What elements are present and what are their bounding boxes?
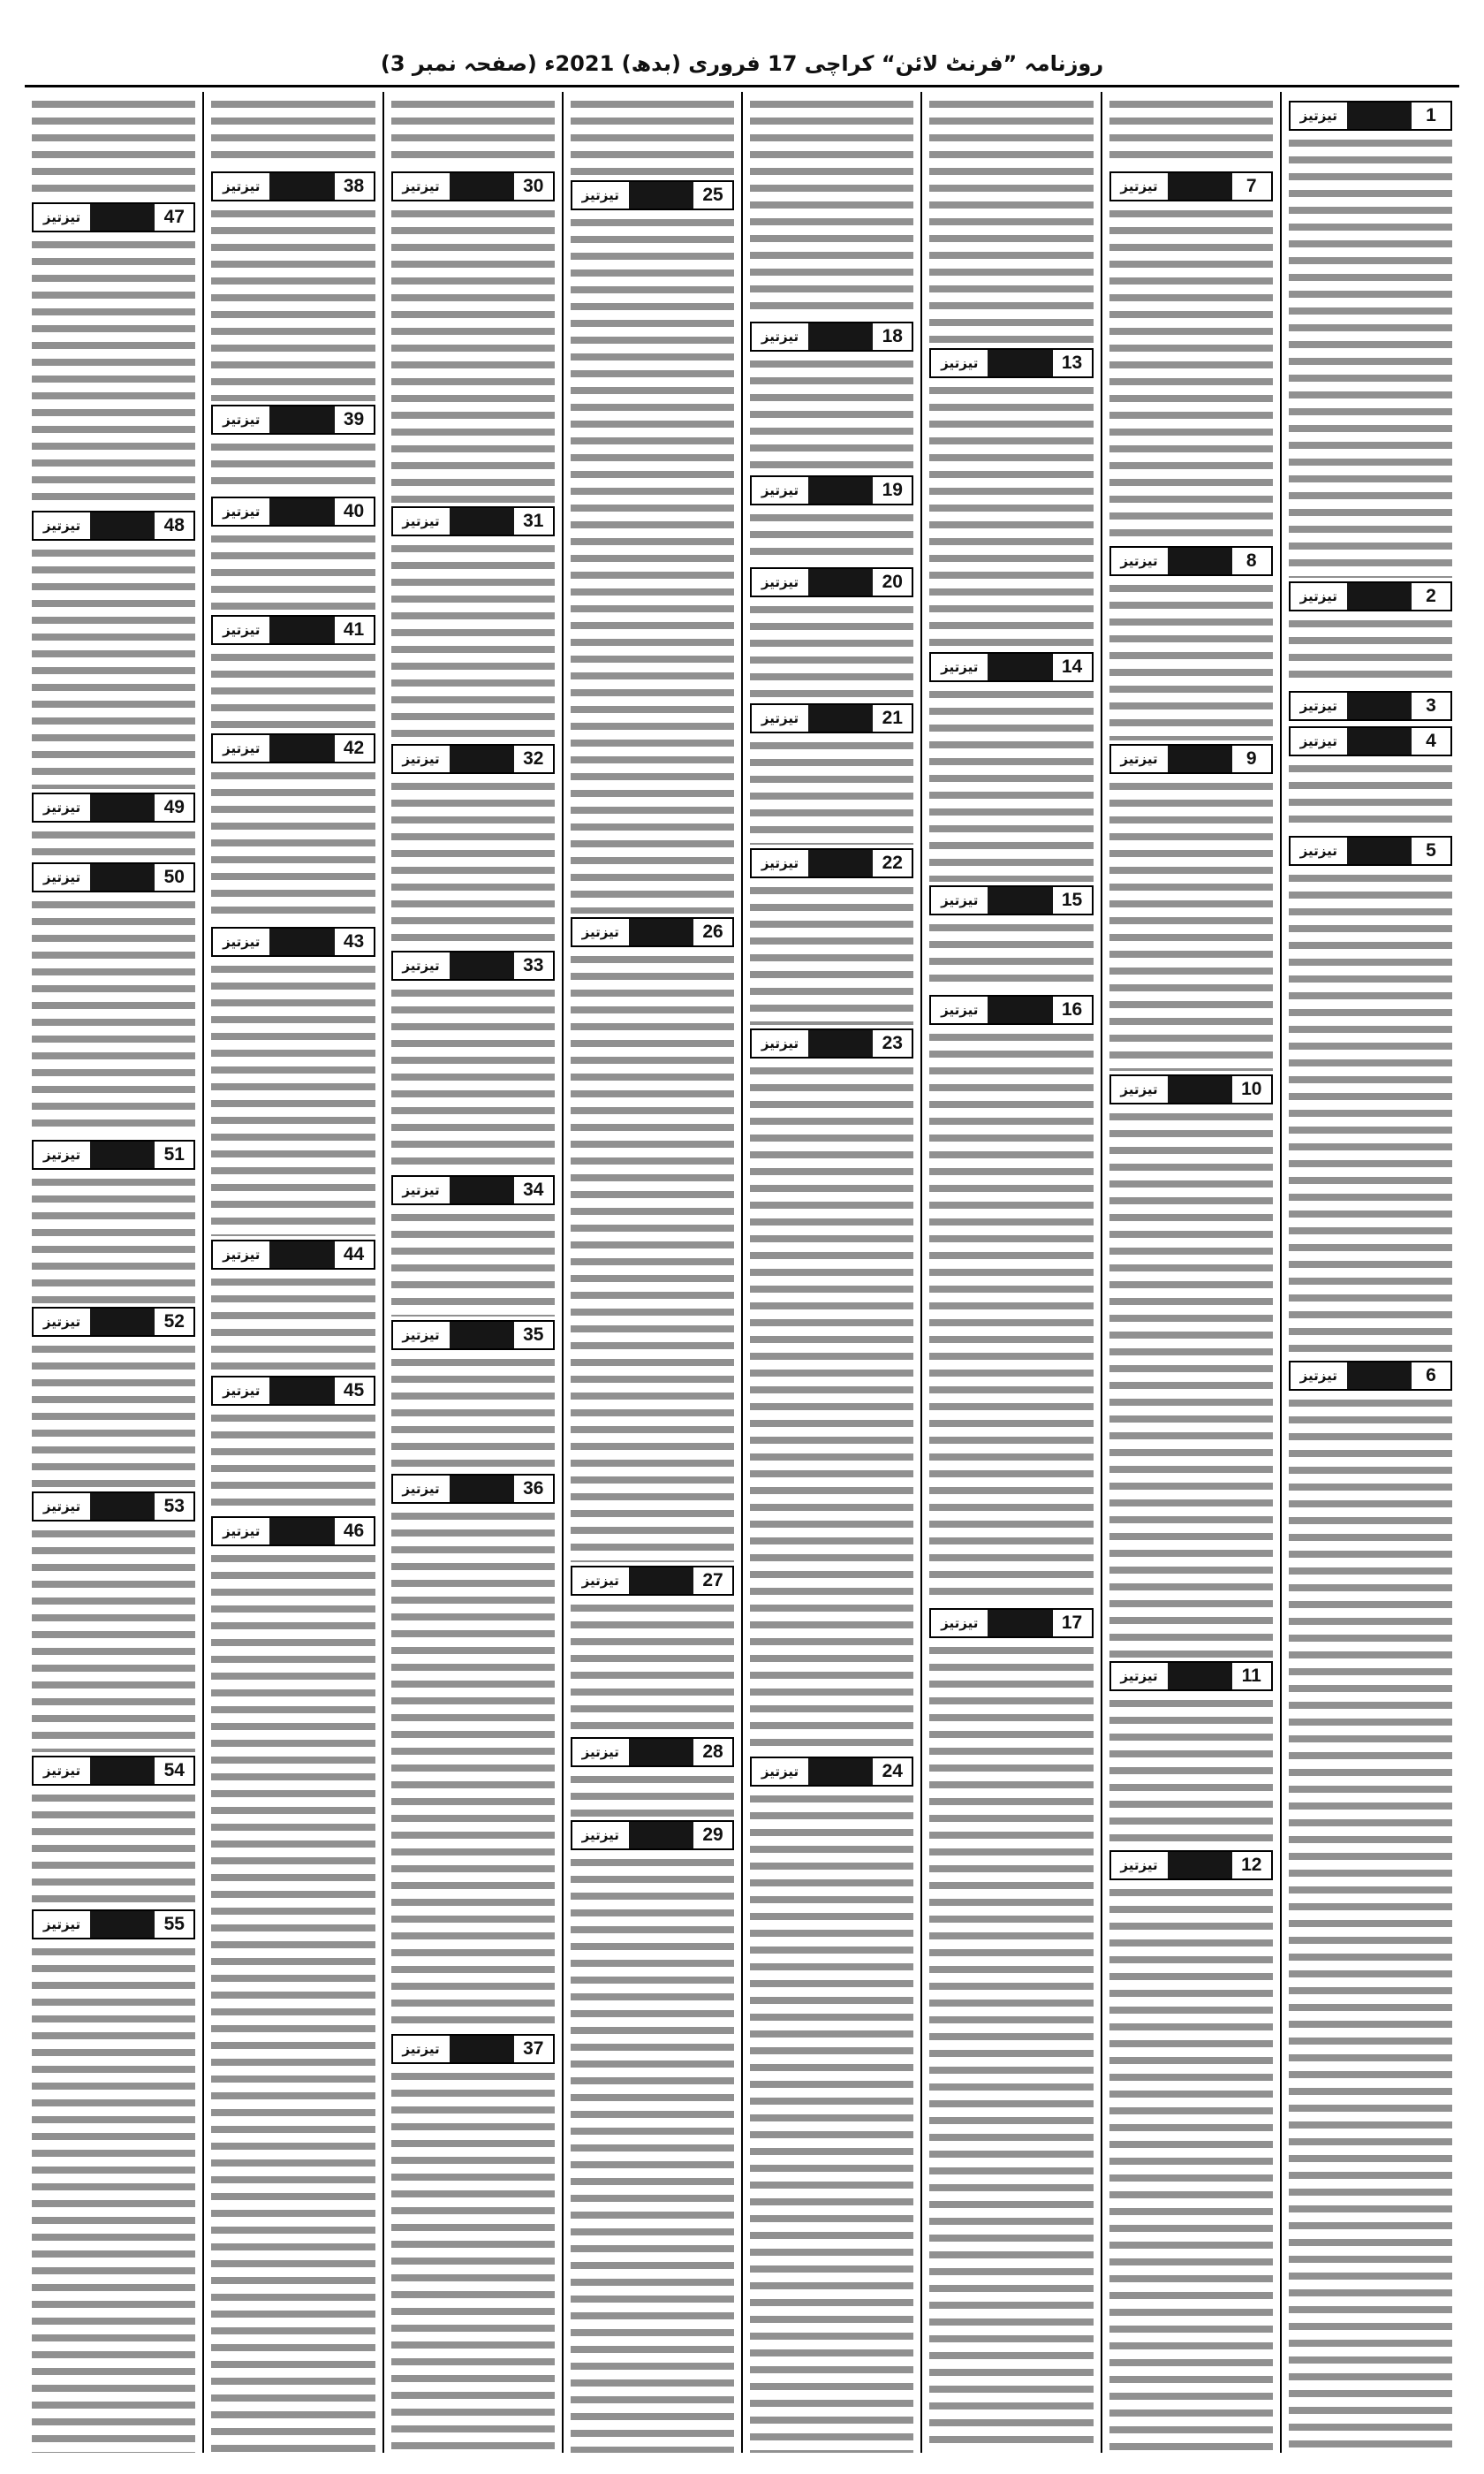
article-text: [1289, 762, 1452, 832]
article-text: [211, 1275, 375, 1372]
article-text: [571, 952, 734, 1562]
header-bar: [1168, 1663, 1232, 1689]
column: [562, 92, 741, 2453]
article-text: [750, 97, 913, 318]
header-bar: [988, 654, 1052, 680]
item-number: 53: [155, 1493, 193, 1520]
header-bar: [450, 1476, 514, 1502]
item-label: تیزتیز: [393, 173, 450, 200]
item-label: تیزتیز: [34, 1142, 90, 1168]
article-text: [929, 383, 1093, 649]
article-text: [571, 1856, 734, 2453]
item-header: [1109, 1850, 1273, 1880]
item-header: [32, 1307, 195, 1337]
article-text: [211, 440, 375, 493]
article-text: [1289, 617, 1452, 687]
header-bar: [1347, 728, 1412, 755]
header-bar: [450, 173, 514, 200]
item-header: [750, 703, 913, 733]
item-number: 41: [335, 617, 374, 643]
item-number: 54: [155, 1757, 193, 1784]
header-bar: [808, 323, 873, 350]
column: [1101, 92, 1280, 2453]
article-text: [1289, 1396, 1452, 2453]
article-text: [32, 1175, 195, 1303]
item-number: 46: [335, 1518, 374, 1544]
header-bar: [1168, 173, 1232, 200]
item-label: تیزتیز: [572, 182, 629, 209]
header-bar: [629, 182, 693, 209]
item-label: تیزتیز: [34, 864, 90, 891]
item-header: [929, 885, 1093, 915]
item-number: 30: [514, 173, 553, 200]
header-bar: [269, 1241, 334, 1268]
article-text: [929, 1643, 1093, 2453]
item-number: 42: [335, 735, 374, 762]
item-header: [929, 1608, 1093, 1638]
item-number: 31: [514, 508, 553, 535]
article-text: [1109, 97, 1273, 168]
item-label: تیزتیز: [213, 617, 269, 643]
item-header: [391, 951, 555, 981]
article-text: [391, 779, 555, 947]
item-number: 29: [693, 1822, 732, 1848]
item-header: [1289, 726, 1452, 756]
header-bar: [1347, 102, 1412, 129]
item-label: تیزتیز: [34, 1309, 90, 1335]
item-label: تیزتیز: [752, 477, 808, 504]
article-text: [1289, 136, 1452, 578]
article-text: [391, 2069, 555, 2453]
header-bar: [269, 173, 334, 200]
item-label: تیزتیز: [393, 1322, 450, 1348]
article-text: [32, 1791, 195, 1906]
article-text: [750, 603, 913, 700]
article-text: [211, 97, 375, 168]
item-label: تیزتیز: [213, 498, 269, 525]
item-header: [391, 1320, 555, 1350]
item-number: 3: [1412, 693, 1450, 719]
header-bar: [90, 794, 155, 821]
item-header: [32, 1756, 195, 1786]
item-label: تیزتیز: [752, 1758, 808, 1785]
header-bar: [269, 617, 334, 643]
article-text: [32, 898, 195, 1136]
item-label: تیزتیز: [34, 1757, 90, 1784]
item-label: تیزتیز: [1291, 728, 1347, 755]
article-text: [211, 769, 375, 923]
item-label: تیزتیز: [1291, 102, 1347, 129]
column: [1280, 92, 1459, 2453]
item-header: [750, 475, 913, 505]
item-label: تیزتیز: [1111, 746, 1168, 772]
item-label: تیزتیز: [752, 569, 808, 596]
item-label: تیزتیز: [1291, 583, 1347, 610]
item-header: [211, 1376, 375, 1406]
article-text: [571, 1772, 734, 1817]
item-label: تیزتیز: [1111, 173, 1168, 200]
masthead: روزنامہ ”فرنٹ لائن“ کراچی 17 فروری (بدھ) 2021ء (صفحہ نمبر 3): [380, 51, 1104, 76]
item-header: [391, 1175, 555, 1205]
item-number: 47: [155, 204, 193, 231]
item-label: تیزتیز: [572, 1567, 629, 1594]
item-label: تیزتیز: [213, 735, 269, 762]
item-header: [929, 348, 1093, 378]
item-header: [391, 171, 555, 201]
item-header: [750, 567, 913, 597]
header-bar: [629, 1567, 693, 1594]
item-label: تیزتیز: [34, 1911, 90, 1938]
column: [920, 92, 1100, 2453]
article-text: [1109, 581, 1273, 740]
item-number: 7: [1232, 173, 1271, 200]
header-bar: [269, 1377, 334, 1404]
item-number: 27: [693, 1567, 732, 1594]
article-text: [929, 1030, 1093, 1605]
header-bar: [90, 864, 155, 891]
article-text: [750, 1792, 913, 2453]
article-text: [211, 1411, 375, 1513]
article-text: [211, 207, 375, 401]
header-bar: [988, 997, 1052, 1023]
item-label: تیزتیز: [213, 1377, 269, 1404]
item-number: 6: [1412, 1362, 1450, 1389]
item-label: تیزتیز: [1291, 838, 1347, 864]
item-header: [211, 497, 375, 527]
item-number: 19: [873, 477, 912, 504]
item-header: [571, 1737, 734, 1767]
item-header: [1289, 101, 1452, 131]
header-bar: [90, 1911, 155, 1938]
item-label: تیزتیز: [34, 512, 90, 539]
item-number: 37: [514, 2036, 553, 2062]
header-bar: [1347, 693, 1412, 719]
header-bar: [629, 1739, 693, 1765]
item-header: [211, 171, 375, 201]
column: [741, 92, 920, 2453]
item-label: تیزتیز: [572, 1822, 629, 1848]
article-text: [32, 546, 195, 789]
header-bar: [988, 887, 1052, 914]
article-text: [1109, 1696, 1273, 1847]
item-number: 52: [155, 1309, 193, 1335]
item-header: [32, 1909, 195, 1939]
article-text: [750, 357, 913, 472]
item-number: 40: [335, 498, 374, 525]
item-header: [32, 1140, 195, 1170]
item-label: تیزتیز: [213, 929, 269, 955]
item-header: [32, 1491, 195, 1522]
item-header: [32, 511, 195, 541]
header-bar: [90, 1142, 155, 1168]
item-label: تیزتیز: [1111, 548, 1168, 574]
article-text: [1109, 779, 1273, 1071]
item-number: 55: [155, 1911, 193, 1938]
item-header: [1289, 1361, 1452, 1391]
article-text: [32, 238, 195, 507]
header-bar: [90, 512, 155, 539]
item-label: تیزتیز: [393, 952, 450, 979]
article-text: [32, 97, 195, 199]
item-number: 49: [155, 794, 193, 821]
item-number: 39: [335, 406, 374, 433]
item-number: 43: [335, 929, 374, 955]
item-header: [1109, 1074, 1273, 1104]
item-label: تیزتیز: [213, 406, 269, 433]
article-text: [1289, 871, 1452, 1357]
column: [25, 92, 202, 2453]
masthead-rule: [25, 85, 1459, 87]
item-header: [1289, 691, 1452, 721]
article-text: [391, 97, 555, 168]
item-header: [1109, 171, 1273, 201]
header-bar: [808, 850, 873, 877]
item-number: 45: [335, 1377, 374, 1404]
item-label: تیزتیز: [931, 1610, 988, 1636]
item-label: تیزتیز: [572, 1739, 629, 1765]
header-bar: [1347, 1362, 1412, 1389]
item-label: تیزتیز: [393, 2036, 450, 2062]
item-number: 51: [155, 1142, 193, 1168]
column-grid: [25, 92, 1459, 2453]
item-number: 50: [155, 864, 193, 891]
header-bar: [90, 1493, 155, 1520]
header-bar: [1347, 838, 1412, 864]
header-bar: [269, 498, 334, 525]
item-label: تیزتیز: [752, 705, 808, 732]
header-bar: [808, 1758, 873, 1785]
item-header: [1289, 581, 1452, 611]
item-header: [391, 744, 555, 774]
header-bar: [450, 952, 514, 979]
item-header: [211, 1240, 375, 1270]
item-number: 14: [1053, 654, 1092, 680]
item-number: 12: [1232, 1852, 1271, 1878]
item-number: 15: [1053, 887, 1092, 914]
item-number: 16: [1053, 997, 1092, 1023]
header-bar: [450, 1322, 514, 1348]
article-text: [211, 1552, 375, 2453]
item-header: [32, 793, 195, 823]
item-number: 28: [693, 1739, 732, 1765]
item-header: [1289, 836, 1452, 866]
item-header: [211, 733, 375, 763]
header-bar: [269, 1518, 334, 1544]
item-header: [32, 862, 195, 892]
item-number: 1: [1412, 102, 1450, 129]
item-number: 5: [1412, 838, 1450, 864]
item-header: [571, 917, 734, 947]
column: [202, 92, 382, 2453]
item-label: تیزتیز: [931, 887, 988, 914]
item-number: 8: [1232, 548, 1271, 574]
header-bar: [450, 1177, 514, 1203]
article-text: [750, 511, 913, 564]
column: [382, 92, 562, 2453]
article-text: [929, 921, 1093, 991]
article-text: [571, 216, 734, 914]
item-label: تیزتیز: [1111, 1852, 1168, 1878]
article-text: [32, 828, 195, 859]
item-number: 2: [1412, 583, 1450, 610]
item-header: [929, 995, 1093, 1025]
item-header: [750, 1028, 913, 1059]
item-number: 9: [1232, 746, 1271, 772]
article-text: [391, 1509, 555, 2030]
item-label: تیزتیز: [931, 350, 988, 376]
item-number: 22: [873, 850, 912, 877]
article-text: [1109, 1110, 1273, 1658]
article-text: [391, 1355, 555, 1470]
item-header: [571, 180, 734, 210]
item-number: 34: [514, 1177, 553, 1203]
article-text: [211, 532, 375, 611]
article-text: [571, 1601, 734, 1734]
article-text: [211, 962, 375, 1236]
item-number: 23: [873, 1030, 912, 1057]
item-header: [750, 1757, 913, 1787]
item-header: [211, 1516, 375, 1546]
header-bar: [1168, 548, 1232, 574]
item-header: [211, 405, 375, 435]
header-bar: [1168, 1076, 1232, 1103]
header-bar: [450, 508, 514, 535]
item-label: تیزتیز: [931, 654, 988, 680]
item-number: 33: [514, 952, 553, 979]
item-number: 36: [514, 1476, 553, 1502]
header-bar: [808, 705, 873, 732]
item-header: [1109, 546, 1273, 576]
header-bar: [90, 1309, 155, 1335]
item-number: 48: [155, 512, 193, 539]
item-label: تیزتیز: [393, 508, 450, 535]
header-bar: [1168, 1852, 1232, 1878]
item-number: 18: [873, 323, 912, 350]
article-text: [211, 650, 375, 730]
item-number: 38: [335, 173, 374, 200]
article-text: [750, 884, 913, 1025]
article-text: [571, 97, 734, 177]
header-bar: [988, 1610, 1052, 1636]
header-bar: [808, 569, 873, 596]
item-label: تیزتیز: [931, 997, 988, 1023]
item-header: [750, 322, 913, 352]
item-label: تیزتیز: [1291, 1362, 1347, 1389]
item-header: [571, 1820, 734, 1850]
article-text: [1109, 1886, 1273, 2453]
item-label: تیزتیز: [34, 794, 90, 821]
header-bar: [450, 746, 514, 772]
article-text: [391, 986, 555, 1172]
article-text: [929, 97, 1093, 345]
item-number: 44: [335, 1241, 374, 1268]
item-label: تیزتیز: [34, 1493, 90, 1520]
item-number: 20: [873, 569, 912, 596]
item-label: تیزتیز: [393, 1177, 450, 1203]
header-bar: [90, 204, 155, 231]
header-bar: [808, 1030, 873, 1057]
header-bar: [629, 919, 693, 945]
article-text: [1109, 207, 1273, 543]
item-label: تیزتیز: [393, 746, 450, 772]
header-bar: [1168, 746, 1232, 772]
item-number: 10: [1232, 1076, 1271, 1103]
item-number: 32: [514, 746, 553, 772]
header-bar: [450, 2036, 514, 2062]
item-header: [391, 2034, 555, 2064]
item-header: [750, 848, 913, 878]
item-label: تیزتیز: [213, 173, 269, 200]
item-header: [211, 615, 375, 645]
article-text: [929, 687, 1093, 882]
article-text: [32, 1945, 195, 2453]
item-label: تیزتیز: [34, 204, 90, 231]
item-label: تیزتیز: [752, 850, 808, 877]
item-header: [391, 1474, 555, 1504]
item-label: تیزتیز: [213, 1241, 269, 1268]
item-header: [1109, 1661, 1273, 1691]
article-text: [32, 1342, 195, 1488]
header-bar: [988, 350, 1052, 376]
header-bar: [269, 406, 334, 433]
item-number: 26: [693, 919, 732, 945]
item-label: تیزتیز: [1111, 1076, 1168, 1103]
item-label: تیزتیز: [752, 323, 808, 350]
header-bar: [808, 477, 873, 504]
article-text: [750, 1064, 913, 1753]
item-header: [32, 202, 195, 232]
item-label: تیزتیز: [572, 919, 629, 945]
item-header: [1109, 744, 1273, 774]
item-number: 4: [1412, 728, 1450, 755]
item-number: 17: [1053, 1610, 1092, 1636]
item-number: 25: [693, 182, 732, 209]
item-header: [391, 506, 555, 536]
article-text: [750, 739, 913, 845]
article-text: [391, 1210, 555, 1317]
item-number: 13: [1053, 350, 1092, 376]
item-header: [211, 927, 375, 957]
header-bar: [1347, 583, 1412, 610]
item-number: 21: [873, 705, 912, 732]
header-bar: [269, 735, 334, 762]
article-text: [391, 542, 555, 740]
item-label: تیزتیز: [1111, 1663, 1168, 1689]
item-number: 35: [514, 1322, 553, 1348]
header-bar: [269, 929, 334, 955]
item-header: [929, 652, 1093, 682]
item-number: 11: [1232, 1663, 1271, 1689]
article-text: [32, 1527, 195, 1752]
article-text: [391, 207, 555, 503]
item-header: [571, 1566, 734, 1596]
item-label: تیزتیز: [213, 1518, 269, 1544]
item-number: 24: [873, 1758, 912, 1785]
item-label: تیزتیز: [752, 1030, 808, 1057]
header-bar: [90, 1757, 155, 1784]
header-bar: [629, 1822, 693, 1848]
item-label: تیزتیز: [393, 1476, 450, 1502]
item-label: تیزتیز: [1291, 693, 1347, 719]
